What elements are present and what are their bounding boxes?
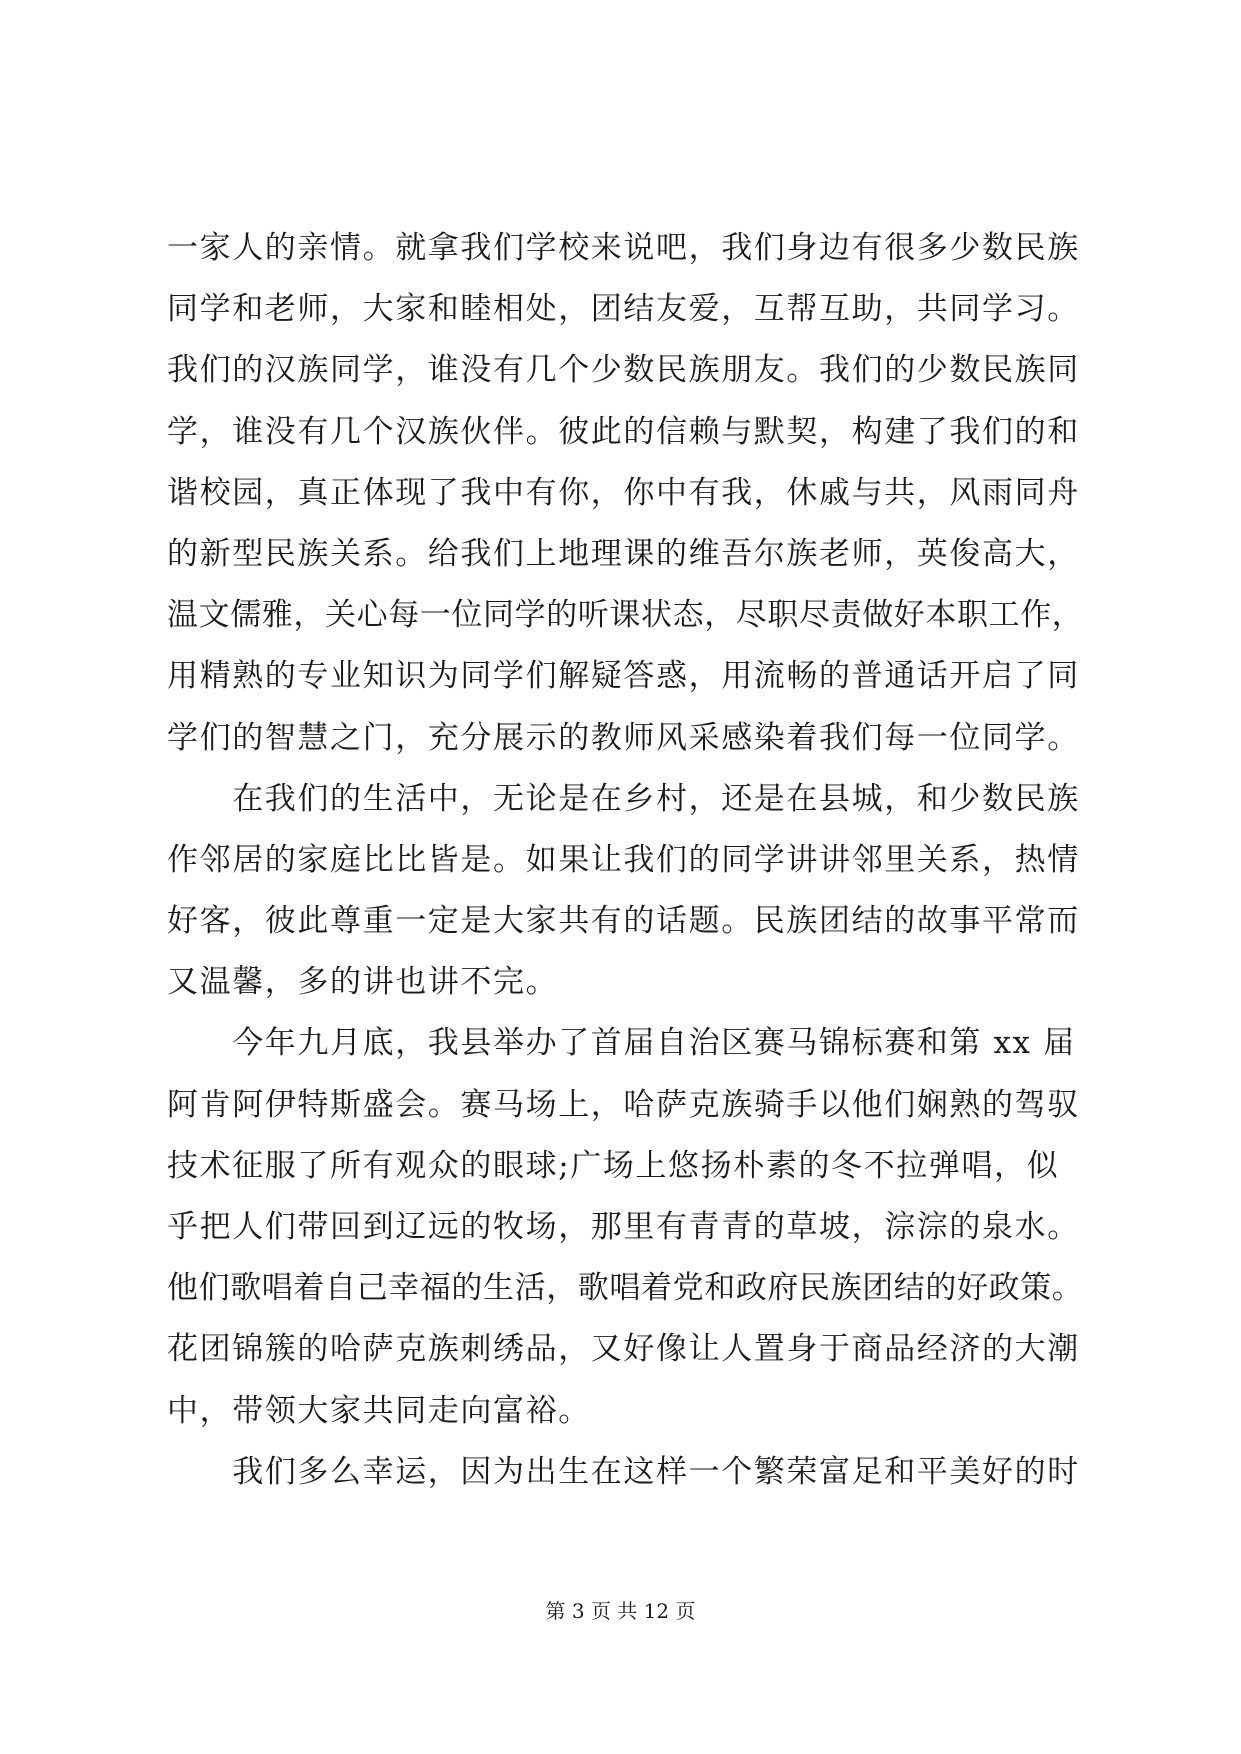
text-line: 同学和老师，大家和睦相处，团结友爱，互帮互助，共同学习。 [167,291,1080,328]
page-footer [0,1598,1241,1624]
text-line: 中，带领大家共同走向富裕。 [167,1392,591,1429]
text-line: 我们多么幸运，因为出生在这样一个繁荣富足和平美好的时 [167,1453,1080,1490]
text-line: 乎把人们带回到辽远的牧场，那里有青青的草坡，淙淙的泉水。 [167,1209,1080,1245]
text-line: 作邻居的家庭比比皆是。如果让我们的同学讲讲邻里关系，热情 [167,841,1080,878]
text-line: 温文儒雅，关心每一位同学的听课状态，尽职尽责做好本职工作， [167,597,1084,634]
text-line: 花团锦簇的哈萨克族刺绣品，又好像让人置身于商品经济的大潮 [167,1331,1080,1368]
text-line: 他们歌唱着自己幸福的生活，歌唱着党和政府民族团结的好政策。 [167,1270,1084,1307]
text-line: 一家人的亲情。就拿我们学校来说吧，我们身边有很多少数民族 [167,230,1080,266]
text-line: 谐校园，真正体现了我中有你，你中有我，休戚与共，风雨同舟 [167,474,1080,511]
text-line: 又温馨，多的讲也讲不完。 [167,964,559,1001]
body-text [167,228,1087,1513]
text-line: 用精熟的专业知识为同学们解疑答惑，用流畅的普通话开启了同 [167,658,1080,695]
text-line: 我们的汉族同学，谁没有几个少数民族朋友。我们的少数民族同 [167,352,1080,389]
text-line: 在我们的生活中，无论是在乡村，还是在县城，和少数民族 [167,780,1080,817]
text-line: 学，谁没有几个汉族伙伴。彼此的信赖与默契，构建了我们的和 [167,413,1080,450]
text-line: 好客，彼此尊重一定是大家共有的话题。民族团结的故事平常而 [167,903,1080,940]
text-line: 阿肯阿伊特斯盛会。赛马场上，哈萨克族骑手以他们娴熟的驾驭 [167,1086,1080,1123]
text-line: 技术征服了所有观众的眼球;广场上悠扬朴素的冬不拉弹唱，似 [167,1147,1060,1184]
text-line: 学们的智慧之门，充分展示的教师风采感染着我们每一位同学。 [167,719,1080,756]
page-number: 第 3 页 共 12 页 [545,1599,696,1623]
text-line: 今年九月底，我县举办了首届自治区赛马锦标赛和第 xx 届 [167,1025,1076,1062]
text-line: 的新型民族关系。给我们上地理课的维吾尔族老师，英俊高大， [167,535,1080,572]
